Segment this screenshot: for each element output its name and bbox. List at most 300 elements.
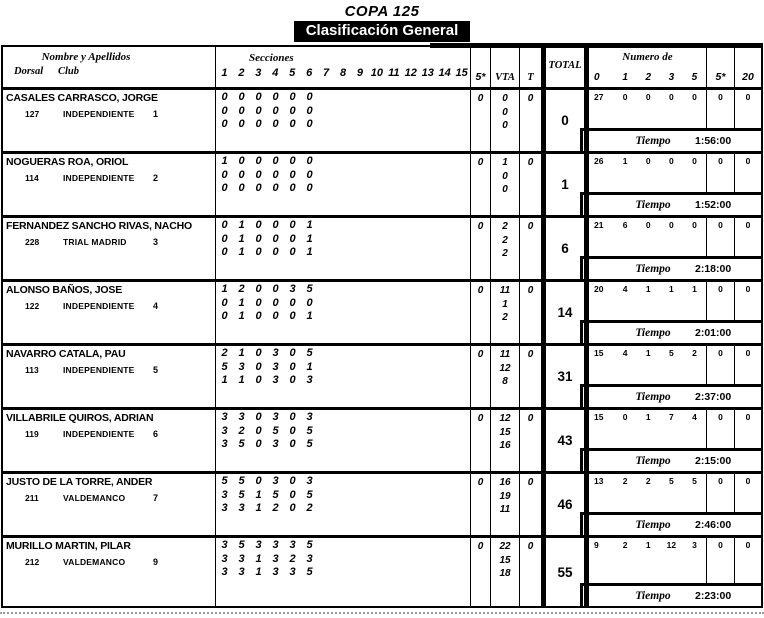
section-score: 0 [221,219,228,231]
rider-row [3,535,761,606]
seccion-header-number: 6 [306,67,313,79]
numero-count: 0 [734,282,761,320]
vta-lap-value: 2 [502,234,508,246]
section-score: 0 [221,310,228,322]
seccion-header-number: 4 [272,67,279,79]
section-score: 3 [221,539,228,551]
numero-values [589,346,761,384]
numero-count: 2 [692,348,697,358]
section-score: 3 [306,552,313,565]
numero-count: 0 [734,218,761,256]
rider-position: 4 [153,301,159,311]
vta-lap-value: 18 [499,568,511,579]
tiempo-value: 2:01:00 [695,327,732,339]
tiempo-label: Tiempo [635,519,671,531]
section-score: 3 [272,539,279,551]
rider-name: VILLABRILE QUIROS, ADRIAN [6,412,154,424]
numero-count: 0 [692,156,697,166]
vta-lap-value: 12 [499,362,511,374]
rider-dorsal: 119 [25,429,39,439]
secciones-scores-cell [215,346,470,407]
header-five-star-label: 5* [475,71,486,83]
section-score: 0 [289,219,296,231]
seccion-header-number: 1 [221,67,228,79]
section-score: 0 [306,118,313,130]
numero-cell [589,90,761,151]
lap-scores-row [216,219,470,233]
rider-name: ALONSO BAÑOS, JOSE [6,284,123,296]
tiempo-box [580,384,761,407]
numero-count: 4 [692,412,697,422]
section-score: 1 [306,360,313,373]
section-score: 3 [272,438,279,450]
numero-cell [589,346,761,407]
header-total-label: TOTAL [548,59,582,71]
section-score: 0 [272,91,279,103]
section-score: 2 [221,347,228,359]
section-score: 0 [255,232,262,245]
lap-scores-row [216,566,470,580]
tiempo-value: 2:23:00 [695,590,732,602]
section-score: 0 [255,91,262,103]
rider-club: INDEPENDIENTE [63,429,135,439]
tiempo-box [580,256,761,279]
section-score: 5 [238,475,245,487]
lap-scores-row [216,539,470,553]
rider-dorsal: 127 [25,109,40,119]
rider-dorsal: 212 [25,557,40,567]
header-dorsal-club-row [3,66,215,82]
rider-club: INDEPENDIENTE [63,109,135,119]
section-score: 0 [306,168,313,181]
section-score: 0 [221,246,228,258]
numero-count: 1 [645,540,651,550]
rider-name: FERNANDEZ SANCHO RIVAS, NACHO [6,220,192,232]
numero-count: 6 [622,220,628,230]
numero-count: 5 [668,476,674,486]
section-score: 3 [289,283,296,295]
secciones-scores-cell [215,90,470,151]
numero-count: 0 [706,538,734,583]
dotted-separator [0,612,764,614]
numero-count: 0 [706,282,734,320]
numero-count: 0 [706,218,734,256]
numero-count: 0 [645,92,651,102]
section-score: 1 [238,310,245,322]
tiempo-label: Tiempo [635,199,671,211]
numero-header-col: 0 [594,72,600,83]
numero-count: 0 [668,156,674,166]
numero-values [589,90,761,128]
lap-scores-row [216,347,470,361]
section-score: 0 [289,168,296,181]
section-score: 0 [289,232,296,245]
section-score: 3 [272,475,279,487]
lap-scores-row [216,233,470,247]
section-score: 0 [272,296,279,309]
rider-position: 7 [153,493,159,503]
lap-scores-row [216,169,470,183]
t-cell: 0 [519,474,541,535]
section-score: 1 [238,232,245,245]
t-cell: 0 [519,346,541,407]
numero-count: 0 [706,90,734,128]
section-score: 0 [306,296,313,309]
numero-count: 1 [645,284,651,294]
vta-lap-value: 0 [502,106,508,118]
lap-scores-row [216,246,470,260]
section-score: 0 [255,168,262,181]
section-score: 3 [221,438,228,450]
secciones-scores-cell [215,538,470,606]
header-secciones-label: Secciones [249,52,294,64]
section-score: 1 [238,246,245,258]
numero-count: 0 [706,154,734,192]
section-score: 0 [289,502,296,514]
section-score: 3 [272,566,279,578]
section-score: 0 [272,168,279,181]
section-score: 3 [238,411,245,423]
rider-dorsal: 211 [25,493,39,503]
header-club: Club [58,66,80,77]
vta-lap-value: 1 [502,298,508,310]
section-score: 3 [289,539,296,551]
section-score: 0 [221,91,228,103]
section-score: 3 [221,488,228,501]
header-numero-5star-label: 5* [715,71,726,83]
section-score: 0 [255,246,262,258]
section-score: 0 [255,310,262,322]
tiempo-label: Tiempo [635,590,671,602]
section-score: 5 [306,347,313,359]
tiempo-box [580,512,761,535]
section-score: 1 [238,219,245,231]
section-score: 1 [306,246,313,258]
rider-position: 6 [153,429,159,439]
seccion-header-number: 11 [388,67,400,79]
vta-lap-value: 2 [502,312,508,323]
numero-header-col: 5 [691,72,698,83]
five-star-cell: 0 [470,410,490,471]
section-score: 2 [272,502,279,514]
numero-count: 0 [622,92,628,102]
section-score: 0 [238,155,245,167]
numero-count: 12 [666,540,677,550]
vta-cell [490,90,519,151]
tiempo-label: Tiempo [635,455,671,467]
numero-count: 0 [734,346,761,384]
numero-count: 0 [706,474,734,512]
header-dorsal: Dorsal [14,66,44,77]
numero-values [589,282,761,320]
rider-name: MURILLO MARTIN, PILAR [6,540,131,552]
section-score: 3 [221,411,228,423]
results-table [1,45,763,608]
section-score: 0 [255,104,262,117]
rider-info-cell [3,218,215,279]
section-score: 0 [221,296,228,309]
rider-position: 2 [153,173,159,183]
lap-scores-row [216,155,470,169]
total-value: 43 [557,433,573,448]
vta-lap-value: 15 [499,426,511,438]
numero-count: 4 [622,284,628,294]
numero-values [589,410,761,448]
numero-count: 15 [594,348,604,358]
section-score: 3 [221,502,228,514]
section-score: 0 [289,246,296,258]
numero-header-col: 3 [668,72,675,83]
section-score: 1 [238,296,245,309]
lap-scores-row [216,297,470,311]
lap-scores-row [216,489,470,503]
section-score: 5 [238,539,245,551]
rider-position: 3 [153,237,159,247]
numero-count: 1 [645,412,651,422]
numero-cell [589,218,761,279]
tiempo-value: 2:37:00 [695,391,732,403]
subtitle-banner: Clasificación General [294,21,471,42]
section-score: 0 [255,424,262,437]
five-star-cell: 0 [470,538,490,606]
numero-count: 0 [668,220,674,230]
section-score: 5 [238,488,245,501]
rider-dorsal: 113 [25,365,39,375]
numero-count: 21 [594,220,604,230]
header-total [541,47,589,87]
rider-info-cell [3,282,215,343]
seccion-header-number: 13 [421,67,434,79]
section-score: 5 [306,283,313,295]
numero-count: 3 [692,540,697,550]
numero-count: 0 [668,92,674,102]
section-score: 0 [289,296,296,309]
section-score: 5 [221,360,228,373]
numero-count: 0 [734,154,761,192]
section-score: 0 [255,347,262,359]
rider-name: NAVARRO CATALA, PAU [6,348,126,360]
tiempo-label: Tiempo [635,327,671,339]
numero-count: 20 [594,284,604,294]
seccion-header-number: 14 [438,67,451,79]
vta-lap-value: 1 [502,157,508,168]
section-score: 0 [221,104,228,117]
t-cell: 0 [519,218,541,279]
rider-position: 9 [153,557,159,567]
vta-lap-value: 11 [499,504,511,515]
rider-position: 5 [153,365,159,375]
section-score: 1 [238,347,245,359]
numero-header-col: 2 [645,72,652,83]
section-score: 0 [289,118,296,130]
lap-scores-row [216,118,470,132]
vta-lap-value: 0 [502,120,508,131]
rider-club: VALDEMANCO [63,557,126,567]
lap-scores-row [216,502,470,516]
section-score: 0 [255,296,262,309]
tiempo-label: Tiempo [635,135,671,147]
section-score: 0 [255,411,262,423]
numero-cell [589,538,761,606]
rider-row [3,90,761,151]
numero-count: 0 [706,410,734,448]
numero-values [589,538,761,583]
tiempo-value: 1:52:00 [695,199,732,211]
section-score: 0 [289,310,296,322]
tiempo-box [580,583,761,606]
vta-lap-value: 15 [499,554,511,566]
section-score: 2 [289,552,296,565]
t-cell: 0 [519,154,541,215]
header-t-label: T [527,72,534,83]
section-score: 3 [272,360,279,373]
section-score: 2 [238,283,245,295]
header-numero-5star-col [706,47,734,87]
table-header [3,47,761,90]
section-score: 0 [272,283,279,295]
section-score: 0 [255,219,262,231]
section-score: 3 [306,475,313,487]
lap-scores-row [216,310,470,324]
section-score: 5 [306,539,313,551]
lap-scores-row [216,553,470,567]
rider-dorsal: 122 [25,301,40,311]
section-score: 0 [238,182,245,194]
section-score: 0 [272,232,279,245]
vta-lap-value: 19 [499,490,511,502]
numero-count: 0 [734,474,761,512]
seccion-header-number: 2 [238,67,245,79]
section-score: 0 [306,91,313,103]
section-score: 1 [306,232,313,245]
section-score: 3 [221,552,228,565]
vta-lap-value: 0 [502,184,508,195]
section-score: 5 [221,475,228,487]
vta-lap-value: 2 [502,221,508,232]
tiempo-box [580,192,761,215]
rider-row [3,215,761,279]
vta-cell [490,474,519,535]
secciones-scores-cell [215,218,470,279]
section-score: 2 [238,424,245,437]
vta-cell [490,538,519,606]
five-star-cell: 0 [470,218,490,279]
numero-count: 1 [692,284,697,294]
secciones-scores-cell [215,282,470,343]
section-score: 0 [238,168,245,181]
total-value: 0 [561,113,569,128]
section-score: 5 [238,438,245,450]
seccion-header-number: 5 [289,67,296,79]
seccion-header-number: 15 [455,67,468,79]
t-cell: 0 [519,282,541,343]
tiempo-value: 1:56:00 [695,135,732,147]
lap-scores-row [216,91,470,105]
section-score: 0 [221,168,228,181]
vta-lap-value: 0 [502,93,508,104]
tiempo-box [580,448,761,471]
section-score: 0 [255,374,262,386]
section-score: 0 [255,475,262,487]
section-score: 5 [306,424,313,437]
section-score: 0 [306,104,313,117]
section-score: 0 [289,438,296,450]
section-score: 0 [238,118,245,130]
numero-count: 0 [645,220,651,230]
section-score: 0 [238,104,245,117]
numero-count: 7 [668,412,674,422]
rider-row [3,407,761,471]
section-score: 0 [289,411,296,423]
secciones-scores-cell [215,410,470,471]
section-score: 0 [255,360,262,373]
rider-name: JUSTO DE LA TORRE, ANDER [6,476,153,488]
section-score: 1 [238,374,245,386]
numero-count: 1 [622,156,628,166]
numero-cell [589,282,761,343]
numero-count: 0 [734,410,761,448]
header-numero-de [589,47,761,87]
lap-scores-row [216,411,470,425]
vta-lap-value: 11 [499,349,511,360]
section-score: 0 [306,182,313,194]
total-value: 6 [561,241,569,256]
header-rider-info [3,47,215,87]
section-score: 0 [289,347,296,359]
section-score: 5 [306,566,313,578]
five-star-cell: 0 [470,154,490,215]
header-nombre-apellidos: Nombre y Apellidos [41,51,131,63]
header-secciones [215,47,470,87]
section-score: 0 [272,155,279,167]
total-value: 1 [561,177,569,192]
rider-info-cell [3,474,215,535]
section-score: 0 [289,91,296,103]
section-score: 0 [255,438,262,450]
lap-scores-row [216,438,470,452]
section-score: 0 [221,118,228,130]
vta-lap-value: 8 [502,376,508,387]
lap-scores-row [216,182,470,196]
section-score: 2 [306,502,313,514]
numero-count: 26 [594,156,604,166]
page-title: COPA 125 [344,3,420,20]
numero-values [589,474,761,512]
total-value: 55 [557,564,573,580]
numero-count: 2 [622,540,628,550]
section-score: 0 [289,424,296,437]
vta-cell [490,154,519,215]
section-score: 0 [289,155,296,167]
section-score: 0 [255,182,262,194]
header-seccion-numbers [216,67,470,79]
vta-lap-value: 0 [502,170,508,182]
seccion-header-number: 8 [339,67,347,79]
header-numero-20-label: 20 [742,71,754,83]
rider-row [3,279,761,343]
numero-values [589,154,761,192]
section-score: 5 [306,438,313,450]
section-score: 0 [289,488,296,501]
header-five-star [470,47,490,87]
lap-scores-row [216,283,470,297]
seccion-header-number: 10 [370,67,384,79]
section-score: 0 [238,91,245,103]
numero-count: 0 [692,92,697,102]
section-score: 3 [221,424,228,437]
section-score: 3 [272,374,279,386]
rider-dorsal: 114 [25,173,39,183]
